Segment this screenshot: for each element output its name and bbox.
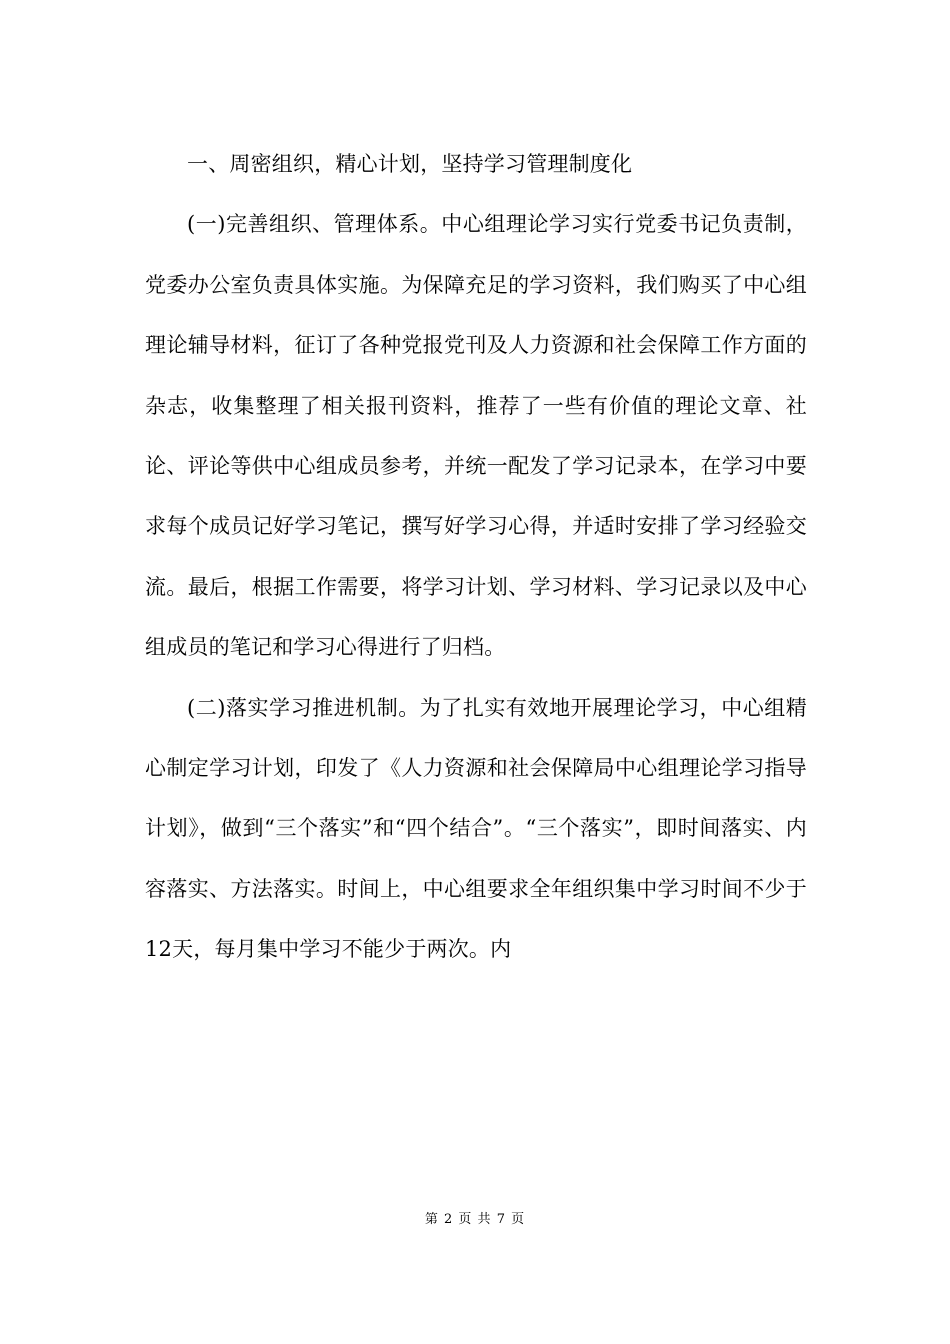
section-heading: 一、周密组织，精心计划，坚持学习管理制度化	[187, 152, 633, 176]
paragraph-1: (一)完善组织、管理体系。中心组理论学习实行党委书记负责制，党委办公室负责具体实施。为保障充足的学习资料，我们购买了中心组理论辅导材料，征订了各种党报党刊及人力资源和社会保障工作方面的杂志，收集整理了相关报刊资料，推荐了一些有价值的理论文章、社论、评论等供中心组成员参考，并统一配发了学习记录本，在学习中要求每个成员记好学习笔记，撰写好学习心得，并适时安排了学习经验交流。最后，根据工作需要，将学习计划、学习材料、学习记录以及中心组成员的笔记和学习心得进行了归档。	[145, 212, 807, 660]
document-body	[145, 134, 807, 980]
page-number-footer: 第 2 页 共 7 页	[424, 1212, 526, 1227]
paragraph-2: (二)落实学习推进机制。为了扎实有效地开展理论学习，中心组精心制定学习计划，印发了《人力资源和社会保障局中心组理论学习指导计划》，做到“三个落实”和“四个结合”。“三个落实”，即时间落实、内容落实、方法落实。时间上，中心组要求全年组织集中学习时间不少于12天，每月集中学习不能少于两次。内	[145, 695, 807, 962]
